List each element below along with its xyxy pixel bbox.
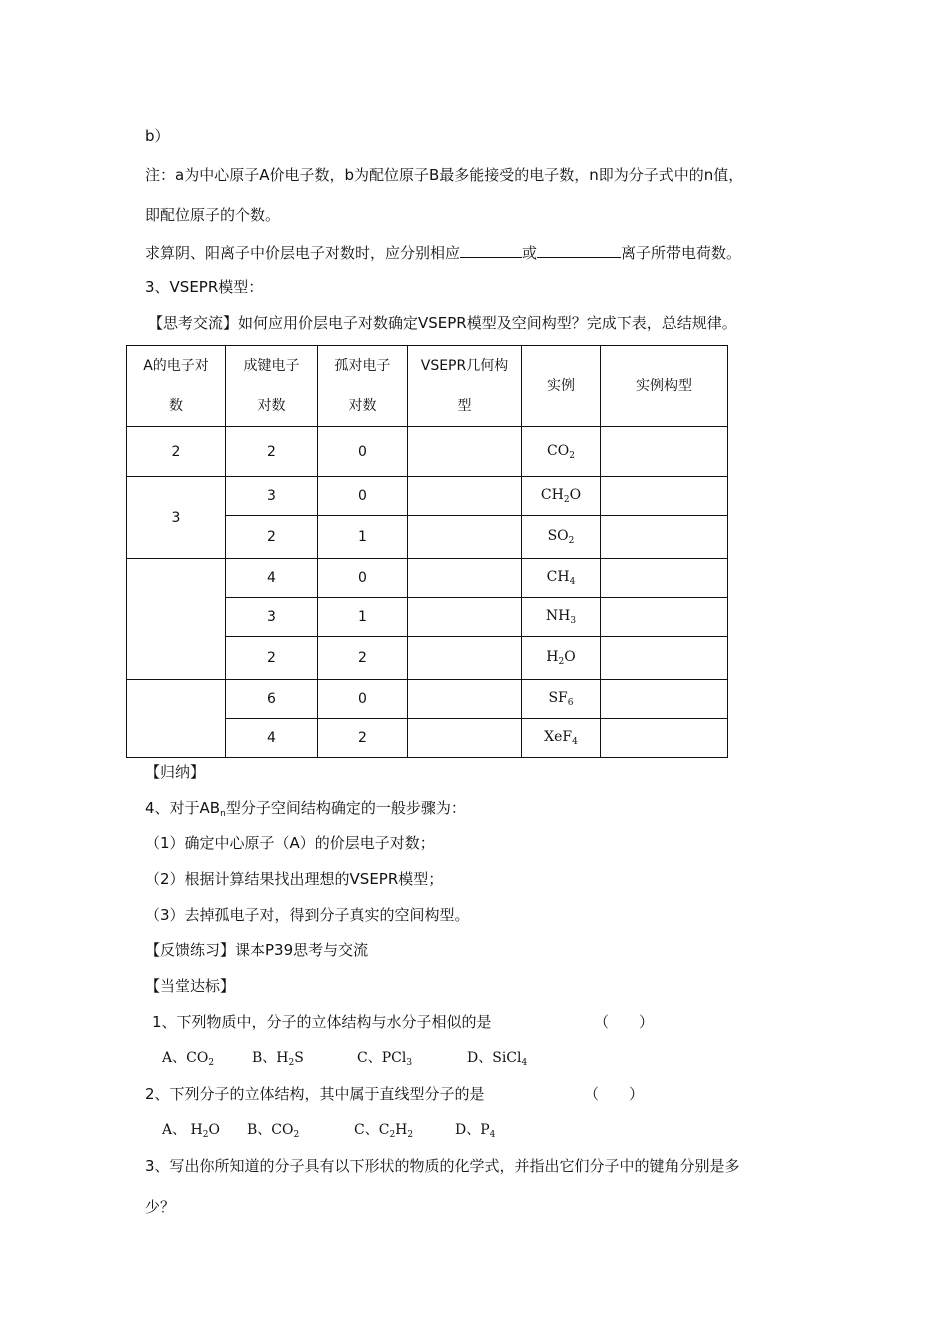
vsepr-geometry-cell[interactable] [408,516,522,559]
vsepr-geometry-cell[interactable] [408,680,522,719]
example-shape-cell[interactable] [601,680,728,719]
table-header-cell [226,346,318,427]
q2-option-a[interactable]: A、 $H_2O$ [162,1122,220,1140]
ion-or-text: 或 [522,244,538,262]
table-header-text: 孤对电子 [334,358,391,374]
bonding-pairs-cell: 3 [226,477,318,516]
vsepr-geometry-cell[interactable] [408,719,522,758]
lone-pairs-cell: 0 [318,680,408,719]
table-header-cell [408,346,522,427]
steps-title [145,798,466,824]
b-close-text: b） [145,127,170,145]
q1-option-c[interactable]: C、PCl$_3$ [357,1050,413,1068]
vsepr-table [126,345,728,758]
bonding-pairs-cell: 2 [226,427,318,477]
bonding-pairs-cell: 2 [226,637,318,680]
table-row [127,477,728,516]
step-2: （2）根据计算结果找出理想的VSEPR模型； [145,870,444,888]
table-row [127,427,728,477]
table-header-text: 对数 [348,398,377,414]
dangtang-heading: 【当堂达标】 [145,977,236,995]
table-header-cell [127,346,226,427]
ion-text-part2: 离子所带电荷数。 [621,244,742,262]
example-formula-cell: $SO_2$ [522,516,601,559]
example-shape-cell[interactable] [601,598,728,637]
table-header-cell [601,346,728,427]
q2-option-d[interactable]: D、$P_4$ [455,1122,496,1140]
question-3-line-2: 少？ [145,1198,176,1216]
example-formula-cell: $SF_6$ [522,680,601,719]
lone-pairs-cell: 2 [318,637,408,680]
example-formula-cell: $H_2O$ [522,637,601,680]
lone-pairs-cell: 0 [318,559,408,598]
table-header-text: 实例 [547,378,575,394]
example-shape-cell[interactable] [601,719,728,758]
table-row [127,559,728,598]
bonding-pairs-cell: 4 [226,559,318,598]
bonding-pairs-cell: 2 [226,516,318,559]
think-exchange-prompt: 【思考交流】如何应用价层电子对数确定VSEPR模型及空间构型？完成下表，总结规律。 [148,314,737,332]
example-formula-cell: $CH_4$ [522,559,601,598]
lone-pairs-cell: 0 [318,477,408,516]
lone-pairs-cell: 1 [318,598,408,637]
vsepr-geometry-cell[interactable] [408,427,522,477]
q1-option-a[interactable]: A、$CO_2$ [162,1050,215,1068]
q1-option-b[interactable]: B、$H_2S$ [252,1050,304,1068]
lone-pairs-cell: 1 [318,516,408,559]
vsepr-geometry-cell[interactable] [408,477,522,516]
table-row [127,680,728,719]
electron-pairs-cell[interactable]: 2 [127,427,226,477]
q1-option-d[interactable]: D、SiCl$_4$ [467,1050,528,1068]
question-3-line-1: 3、写出你所知道的分子具有以下形状的物质的化学式，并指出它们分子中的键角分别是多 [145,1157,740,1175]
step-1: （1）确定中心原子（A）的价层电子对数； [145,834,435,852]
vsepr-geometry-cell[interactable] [408,559,522,598]
fill-blank-2[interactable] [537,241,621,258]
lone-pairs-cell: 2 [318,719,408,758]
table-header-text: 型 [457,398,472,414]
ion-text-part1: 求算阴、阳离子中价层电子对数时，应分别相应 [145,244,461,262]
example-shape-cell[interactable] [601,477,728,516]
table-header-text: 实例构型 [636,378,692,394]
example-formula-cell: $CH_2O$ [522,477,601,516]
example-formula-cell: $NH_3$ [522,598,601,637]
vsepr-geometry-cell[interactable] [408,598,522,637]
question-1: 1、下列物质中，分子的立体结构与水分子相似的是 [152,1013,492,1031]
table-header-row [127,346,728,427]
example-shape-cell[interactable] [601,516,728,559]
electron-pairs-cell[interactable]: 3 [127,477,226,559]
table-header-cell [318,346,408,427]
q2-option-c[interactable]: C、$C_2H_2$ [354,1122,414,1140]
feedback-practice: 【反馈练习】课本P39思考与交流 [145,941,369,959]
table-header-text: 成键电子 [243,358,300,374]
vsepr-geometry-cell[interactable] [408,637,522,680]
table-header-text: 数 [169,398,183,414]
question-2-answer-paren[interactable]: （ ） [584,1085,645,1103]
table-header-text: 对数 [257,398,286,414]
steps-title-part1: 4、对于AB [145,799,221,817]
example-formula-cell: XeF$_4$ [522,719,601,758]
guina-heading: 【归纳】 [145,763,206,781]
bonding-pairs-cell: 4 [226,719,318,758]
example-shape-cell[interactable] [601,559,728,598]
table-header-text: A的电子对 [143,358,209,374]
note-line-1: 注：a为中心原子A价电子数，b为配位原子B最多能接受的电子数，n即为分子式中的n值， [145,166,744,184]
table-header-cell [522,346,601,427]
example-formula-cell: $CO_2$ [522,427,601,477]
section-3-heading: 3、VSEPR模型： [145,278,264,296]
steps-title-part2: 型分子空间结构确定的一般步骤为： [225,799,466,817]
bonding-pairs-cell: 6 [226,680,318,719]
steps-title-sub: n [220,809,226,819]
fill-blank-1[interactable] [460,241,522,258]
electron-pairs-cell[interactable] [127,680,226,758]
question-1-answer-paren[interactable]: （ ） [594,1013,655,1031]
example-shape-cell[interactable] [601,637,728,680]
lone-pairs-cell: 0 [318,427,408,477]
question-2: 2、下列分子的立体结构，其中属于直线型分子的是 [145,1085,485,1103]
note-line-2: 即配位原子的个数。 [145,206,281,224]
step-3: （3）去掉孤电子对，得到分子真实的空间构型。 [145,906,470,924]
electron-pairs-cell[interactable] [127,559,226,680]
table-header-text: VSEPR几何构 [420,358,509,374]
bonding-pairs-cell: 3 [226,598,318,637]
q2-option-b[interactable]: B、$CO_2$ [247,1122,300,1140]
ion-charge-sentence [145,241,741,263]
example-shape-cell[interactable] [601,427,728,477]
